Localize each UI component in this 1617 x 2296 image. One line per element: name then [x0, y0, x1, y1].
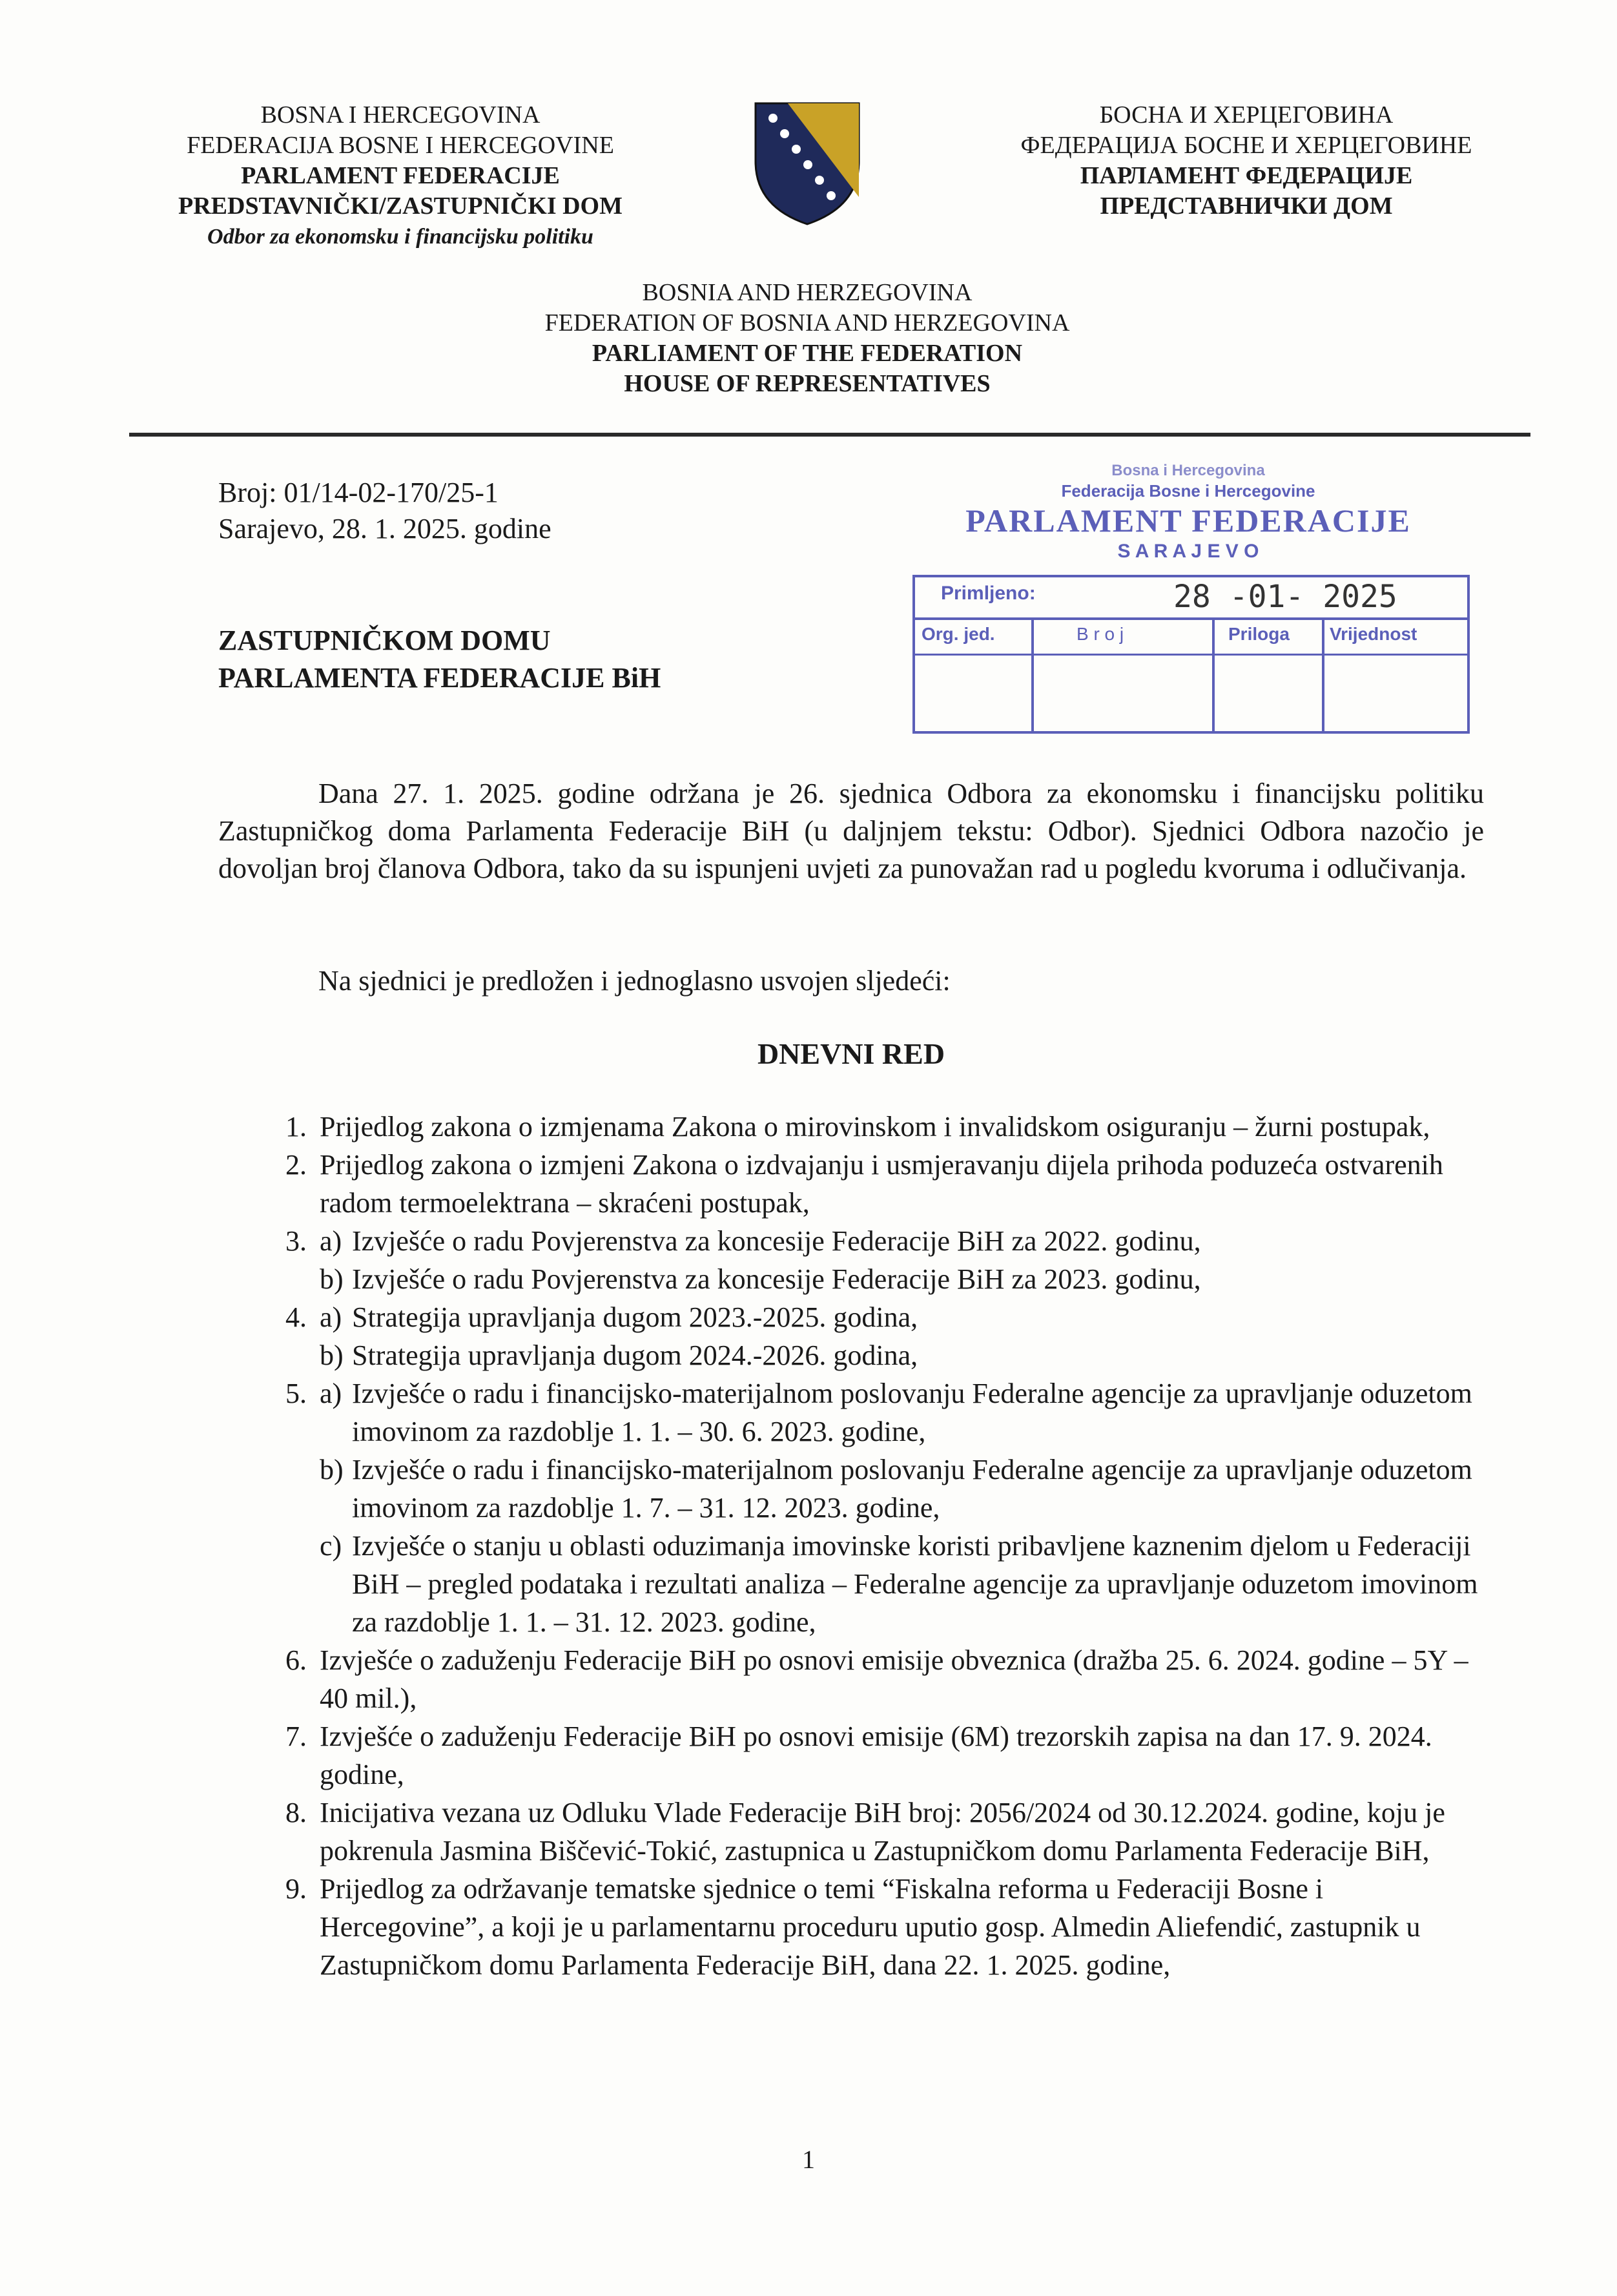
document-meta: [218, 475, 551, 547]
header-left: [116, 100, 685, 252]
agenda-subitem: [320, 1336, 1488, 1374]
agenda-item-number: 6.: [285, 1644, 307, 1676]
agenda-item: [262, 1108, 1488, 1146]
agenda-item-text: Izvješće o zaduženju Federacije BiH po osnovi emisije obveznica (dražba 25. 6. 2024. godine – 5Y – 40 mil.),: [320, 1644, 1468, 1714]
page-number: 1: [802, 2145, 815, 2174]
stamp-received-label: Primljeno:: [941, 583, 1036, 604]
agenda-item-text: Inicijativa vezana uz Odluku Vlade Federacije BiH broj: 2056/2024 od 30.12.2024. godine, koju je pokrenula Jasmina Biščević-Tokić, zastupnica u Zastupničkom domu Parlamenta Federacije BiH,: [320, 1797, 1445, 1867]
agenda-item-text: Prijedlog zakona o izmjenama Zakona o mirovinskom i invalidskom osiguranju – žurni postupak,: [320, 1111, 1430, 1143]
stamp-received-date: 28 -01- 2025: [1173, 579, 1397, 615]
agenda-subitem-text: Izvješće o radu i financijsko-materijalnom poslovanju Federalne agencije za upravljanje oduzetom imovinom za razdoblje 1. 1. – 30. 6. 2023. godine,: [352, 1378, 1472, 1447]
agenda-subitem-text: Izvješće o stanju u oblasti oduzimanja imovinske koristi pribavljene kaznenim djelom u Federaciji BiH – pregled podataka i rezultati analiza – Federalne agencije za upravljanje oduzetom imovinom za razdoblje 1. 1. – 31. 12. 2023. godine,: [352, 1530, 1478, 1638]
header-center: [420, 278, 1195, 399]
agenda-item-text: Prijedlog zakona o izmjeni Zakona o izdvajanju i usmjeravanju dijela prihoda poduzeća ostvarenih radom termoelektrana – skraćeni postupak,: [320, 1149, 1443, 1219]
header-center-line1: BOSNIA AND HERZEGOVINA: [642, 279, 973, 306]
agenda-item-text: Izvješće o zaduženju Federacije BiH po osnovi emisije (6M) trezorskih zapisa na dan 17. 9. 2024. godine,: [320, 1721, 1432, 1790]
agenda-item-text: Prijedlog za održavanje tematske sjednice o temi “Fiskalna reforma u Federaciji Bosne i Hercegovine”, a koji je u parlamentarnu proceduru uputio gosp. Almedin Aliefendić, zastupnik u Zastupničkom domu Parlamenta Federacije BiH, dana 22. 1. 2025. godine,: [320, 1873, 1421, 1981]
agenda-subitem: [320, 1527, 1488, 1641]
agenda-item: [262, 1374, 1488, 1641]
agenda-subitem-label: c): [320, 1530, 342, 1562]
agenda-list: [262, 1108, 1488, 1984]
received-stamp: [907, 462, 1469, 730]
agenda-subitem: [320, 1222, 1488, 1260]
agenda-subitem-label: a): [320, 1225, 342, 1257]
agenda-subitem-text: Strategija upravljanja dugom 2023.-2025. godina,: [352, 1301, 918, 1333]
header-center-line2: FEDERATION OF BOSNIA AND HERZEGOVINA: [544, 309, 1070, 336]
agenda-subitem-text: Strategija upravljanja dugom 2024.-2026. godina,: [352, 1339, 918, 1371]
agenda-subitem-label: b): [320, 1454, 344, 1485]
header-left-line1: BOSNA I HERCEGOVINA: [260, 101, 541, 129]
coat-of-arms-icon: [752, 100, 862, 226]
agenda-item-number: 5.: [285, 1378, 307, 1409]
agenda-subitem-label: b): [320, 1263, 344, 1295]
agenda-item-number: 1.: [285, 1111, 307, 1143]
agenda-subitem-label: b): [320, 1339, 344, 1371]
agenda-subitem-text: Izvješće o radu Povjerenstva za koncesije Federacije BiH za 2022. godinu,: [352, 1225, 1201, 1257]
header-center-line4: HOUSE OF REPRESENTATIVES: [624, 370, 991, 397]
reference-number: Broj: 01/14-02-170/25-1: [218, 477, 499, 508]
header-left-committee: Odbor za ekonomsku i financijsku politiku: [207, 225, 593, 249]
agenda-item-number: 7.: [285, 1721, 307, 1752]
header-divider: [129, 433, 1530, 437]
header-right-line4: ПРЕДСТАВНИЧКИ ДОМ: [1100, 192, 1393, 220]
addressee-line2: PARLAMENTA FEDERACIJE BiH: [218, 662, 661, 694]
header-left-line4: PREDSTAVNIČKI/ZASTUPNIČKI DOM: [178, 192, 623, 220]
agenda-subitem: [320, 1451, 1488, 1527]
agenda-subitem-label: a): [320, 1301, 342, 1333]
header-left-line3: PARLAMENT FEDERACIJE: [241, 162, 560, 189]
addressee-line1: ZASTUPNIČKOM DOMU: [218, 625, 551, 656]
stamp-table: [912, 575, 1470, 734]
stamp-line3: PARLAMENT FEDERACIJE: [965, 502, 1411, 539]
agenda-subitem: [320, 1374, 1488, 1451]
header-right-line3: ПАРЛАМЕНТ ФЕДЕРАЦИЈЕ: [1080, 162, 1413, 189]
agenda-item: [262, 1870, 1488, 1984]
agenda-subitem: [320, 1260, 1488, 1298]
header-right-line1: БОСНА И ХЕРЦЕГОВИНА: [1099, 101, 1394, 129]
agenda-item: [262, 1794, 1488, 1870]
header-center-line3: PARLIAMENT OF THE FEDERATION: [592, 340, 1023, 367]
stamp-col-value: Vrijednost: [1330, 624, 1417, 644]
header-right-line2: ФЕДЕРАЦИЈА БОСНЕ И ХЕРЦЕГОВИНЕ: [1020, 132, 1472, 159]
agenda-subitem-text: Izvješće o radu Povjerenstva za koncesije Federacije BiH za 2023. godinu,: [352, 1263, 1201, 1295]
stamp-line1: Bosna i Hercegovina: [1111, 462, 1265, 479]
stamp-col-attachments: Priloga: [1228, 624, 1290, 644]
header-right: [969, 100, 1524, 222]
header-left-line2: FEDERACIJA BOSNE I HERCEGOVINE: [187, 132, 614, 159]
stamp-line2: Federacija Bosne i Hercegovine: [1061, 481, 1315, 501]
stamp-col-number: B r o j: [1076, 624, 1124, 644]
agenda-item: [262, 1146, 1488, 1222]
agenda-item: [262, 1717, 1488, 1794]
agenda-item-number: 2.: [285, 1149, 307, 1181]
stamp-line4: S A R A J E V O: [1117, 541, 1259, 562]
agenda-item: [262, 1222, 1488, 1298]
agenda-item: [262, 1641, 1488, 1717]
agenda-item-number: 4.: [285, 1301, 307, 1333]
agenda-subitem: [320, 1298, 1488, 1336]
agenda-title: DNEVNI RED: [757, 1037, 945, 1070]
document-date: Sarajevo, 28. 1. 2025. godine: [218, 513, 551, 544]
addressee: [218, 622, 661, 697]
agenda-item-number: 9.: [285, 1873, 307, 1905]
stamp-col-org: Org. jed.: [922, 624, 995, 644]
agenda-subitem-label: a): [320, 1378, 342, 1409]
intro-paragraph: Dana 27. 1. 2025. godine održana je 26. sjednica Odbora za ekonomsku i financijsku politiku Zastupničkog doma Parlamenta Federacije BiH (u daljnjem tekstu: Odbor). Sjednici Odbora nazočio je dovoljan broj članova Odbora, tako da su ispunjeni uvjeti za punovažan rad u pogledu kvoruma i odlučivanja.: [218, 778, 1484, 884]
agenda-item: [262, 1298, 1488, 1374]
agenda-item-number: 3.: [285, 1225, 307, 1257]
agenda-item-number: 8.: [285, 1797, 307, 1828]
adoption-paragraph: Na sjednici je predložen i jednoglasno usvojen sljedeći:: [318, 965, 951, 997]
agenda-subitem-text: Izvješće o radu i financijsko-materijalnom poslovanju Federalne agencije za upravljanje oduzetom imovinom za razdoblje 1. 7. – 31. 12. 2023. godine,: [352, 1454, 1472, 1524]
